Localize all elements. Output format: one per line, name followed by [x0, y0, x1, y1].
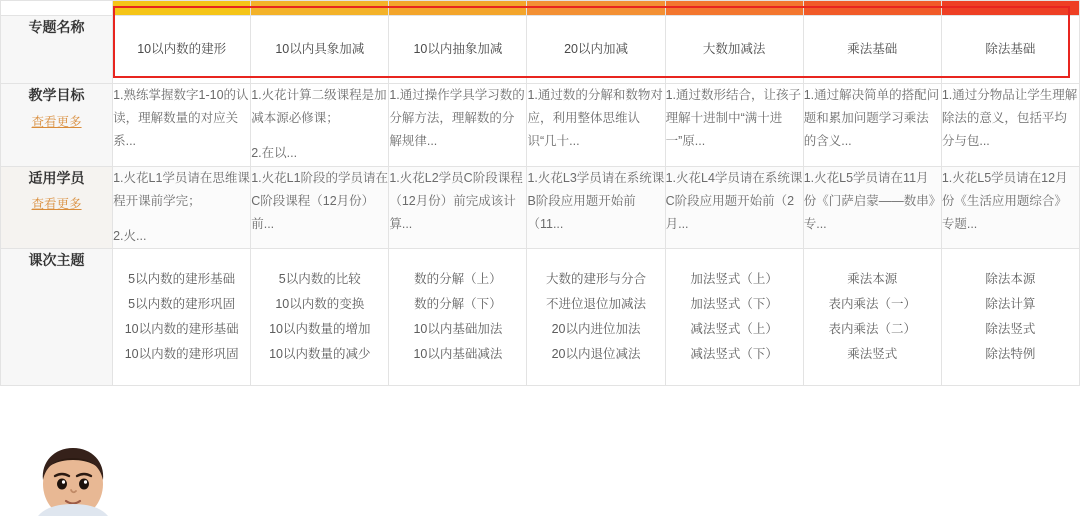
row-label-text: 课次主题	[28, 251, 85, 268]
cell-paragraph: 1.火花L5学员请在12月份《生活应用题综合》专题...	[941, 170, 1068, 231]
strip-cell-7	[941, 1, 1079, 16]
cell-paragraph: 1.通过解决简单的搭配问题和累加问题学习乘法的含义...	[803, 88, 940, 149]
target-students-cell-3[interactable]	[389, 166, 527, 248]
lesson-theme-item: 10以内数的变换	[275, 296, 365, 311]
cell-paragraph: 1.火花L5学员请在11月份《门萨启蒙——数串》专...	[803, 170, 935, 231]
lesson-theme-item: 除法特例	[985, 346, 1036, 361]
lesson-theme-item: 加法竖式（上）	[690, 271, 778, 286]
lesson-theme-item: 20以内进位加法	[551, 321, 641, 336]
teaching-goal-cell-5[interactable]	[665, 84, 803, 166]
topic-name-cell-4[interactable]	[527, 16, 665, 84]
target-students-cell-5[interactable]	[665, 166, 803, 248]
lesson-theme-item: 减法竖式（下）	[690, 346, 778, 361]
lesson-theme-item: 10以内数量的增加	[269, 321, 371, 336]
lesson-theme-item: 5以内数的比较	[278, 271, 361, 286]
cell-paragraph: 1.火花L4学员请在系统课C阶段应用题开始前（2月...	[665, 170, 803, 231]
strip-cell-5	[665, 1, 803, 16]
lesson-theme-item: 表内乘法（二）	[828, 321, 917, 336]
lesson-theme-item: 乘法本源	[847, 271, 898, 286]
topic-name-cell-5[interactable]	[665, 16, 803, 84]
lesson-theme-item: 10以内数的建形巩固	[124, 346, 239, 361]
view-more-link-teaching-goal[interactable]: 查看更多	[31, 114, 82, 129]
row-label-topic-name	[1, 16, 113, 84]
target-students-cell-6[interactable]	[803, 166, 941, 248]
strip-cell-2	[251, 1, 389, 16]
topic-name-cell-3[interactable]	[389, 16, 527, 84]
row-label-text: 专题名称	[28, 19, 85, 35]
row-label-text: 适用学员	[28, 169, 85, 186]
topic-name-text: 大数加减法	[702, 42, 766, 56]
lesson-theme-item: 除法计算	[985, 296, 1036, 311]
avatar	[30, 444, 116, 516]
topic-name-cell-7[interactable]	[941, 16, 1079, 84]
topic-name-text: 除法基础	[985, 42, 1036, 56]
target-students-cell-2[interactable]	[251, 166, 389, 248]
lesson-theme-item: 10以内基础减法	[413, 346, 503, 361]
teaching-goal-cell-3[interactable]	[389, 84, 527, 166]
table-row-target-students	[1, 166, 1080, 248]
lesson-theme-item: 加法竖式（下）	[690, 296, 778, 311]
cell-paragraph: 1.通过数形结合，让孩子理解十进制中“满十进一”原...	[665, 88, 802, 149]
lesson-theme-item: 除法本源	[985, 271, 1036, 286]
target-students-cell-1[interactable]	[113, 166, 251, 248]
cell-paragraph: 1.通过分物品让学生理解除法的意义，包括平均分与包...	[941, 88, 1078, 149]
lesson-theme-item: 10以内数量的减少	[269, 346, 371, 361]
cell-paragraph: 1.火花L2学员C阶段课程（12月份）前完成该计算...	[389, 170, 523, 231]
lesson-themes-cell-5[interactable]	[665, 248, 803, 385]
lesson-theme-item: 减法竖式（上）	[690, 321, 778, 336]
topic-name-text: 乘法基础	[847, 42, 898, 56]
view-more-link-target-students[interactable]: 查看更多	[31, 197, 82, 212]
lesson-themes-cell-2[interactable]	[251, 248, 389, 385]
lesson-theme-item: 除法竖式	[985, 321, 1036, 336]
row-label-target-students	[1, 166, 113, 248]
lesson-theme-item: 20以内退位减法	[551, 346, 641, 361]
lesson-themes-cell-6[interactable]	[803, 248, 941, 385]
lesson-themes-cell-7[interactable]	[941, 248, 1079, 385]
teaching-goal-cell-6[interactable]	[803, 84, 941, 166]
teaching-goal-cell-1[interactable]	[113, 84, 251, 166]
lesson-theme-item: 5以内数的建形基础	[128, 271, 236, 286]
table-row-lesson-themes	[1, 248, 1080, 385]
cell-paragraph: 1.火花计算二级课程是加减本源必修课；	[251, 88, 387, 126]
color-header-strip	[1, 1, 1080, 16]
lesson-theme-item: 5以内数的建形巩固	[128, 296, 236, 311]
cell-paragraph: 1.熟练掌握数字1-10的认读，理解数量的对应关系...	[113, 88, 249, 149]
lesson-themes-cell-3[interactable]	[389, 248, 527, 385]
strip-spacer	[1, 1, 113, 16]
teaching-goal-cell-4[interactable]	[527, 84, 665, 166]
lesson-theme-item: 数的分解（下）	[414, 296, 502, 311]
cell-paragraph: 2.在以...	[251, 146, 298, 161]
topic-name-text: 10以内抽象加减	[413, 42, 503, 56]
cell-paragraph: 2.火...	[113, 228, 147, 243]
strip-cell-1	[113, 1, 251, 16]
lesson-theme-item: 10以内数的建形基础	[124, 321, 239, 336]
row-label-lesson-themes	[1, 248, 113, 385]
target-students-cell-4[interactable]	[527, 166, 665, 248]
topic-name-cell-6[interactable]	[803, 16, 941, 84]
topic-name-text: 20以内加减	[564, 42, 628, 56]
table-row-topic-name	[1, 16, 1080, 84]
strip-cell-3	[389, 1, 527, 16]
row-label-text: 教学目标	[28, 87, 85, 104]
topic-name-cell-2[interactable]	[251, 16, 389, 84]
cell-paragraph: 1.火花L3学员请在系统课B阶段应用题开始前（11...	[527, 170, 665, 231]
lesson-theme-item: 大数的建形与分合	[546, 271, 647, 286]
teaching-goal-cell-2[interactable]	[251, 84, 389, 166]
lesson-theme-item: 数的分解（上）	[414, 271, 502, 286]
lesson-themes-cell-1[interactable]	[113, 248, 251, 385]
target-students-cell-7[interactable]	[941, 166, 1079, 248]
topic-name-text: 10以内具象加减	[275, 42, 365, 56]
table-row-teaching-goal	[1, 84, 1080, 166]
lesson-themes-cell-4[interactable]	[527, 248, 665, 385]
cell-paragraph: 1.火花L1学员请在思维课程开课前学完；	[113, 170, 250, 208]
lesson-theme-item: 10以内基础加法	[413, 321, 503, 336]
teaching-goal-cell-7[interactable]	[941, 84, 1079, 166]
lesson-theme-item: 乘法竖式	[847, 346, 898, 361]
cell-paragraph: 1.火花L1阶段的学员请在C阶段课程（12月份）前...	[251, 170, 389, 231]
topic-name-cell-1[interactable]	[113, 16, 251, 84]
cell-paragraph: 1.通过数的分解和数物对应，利用整体思维认识“几十...	[527, 88, 663, 149]
lesson-theme-item: 不进位退位加减法	[546, 296, 647, 311]
row-label-teaching-goal	[1, 84, 113, 166]
topic-name-text: 10以内数的建形	[137, 42, 227, 56]
strip-cell-4	[527, 1, 665, 16]
cell-paragraph: 1.通过操作学具学习数的分解方法，理解数的分解规律...	[389, 88, 525, 149]
strip-cell-6	[803, 1, 941, 16]
lesson-theme-item: 表内乘法（一）	[828, 296, 917, 311]
